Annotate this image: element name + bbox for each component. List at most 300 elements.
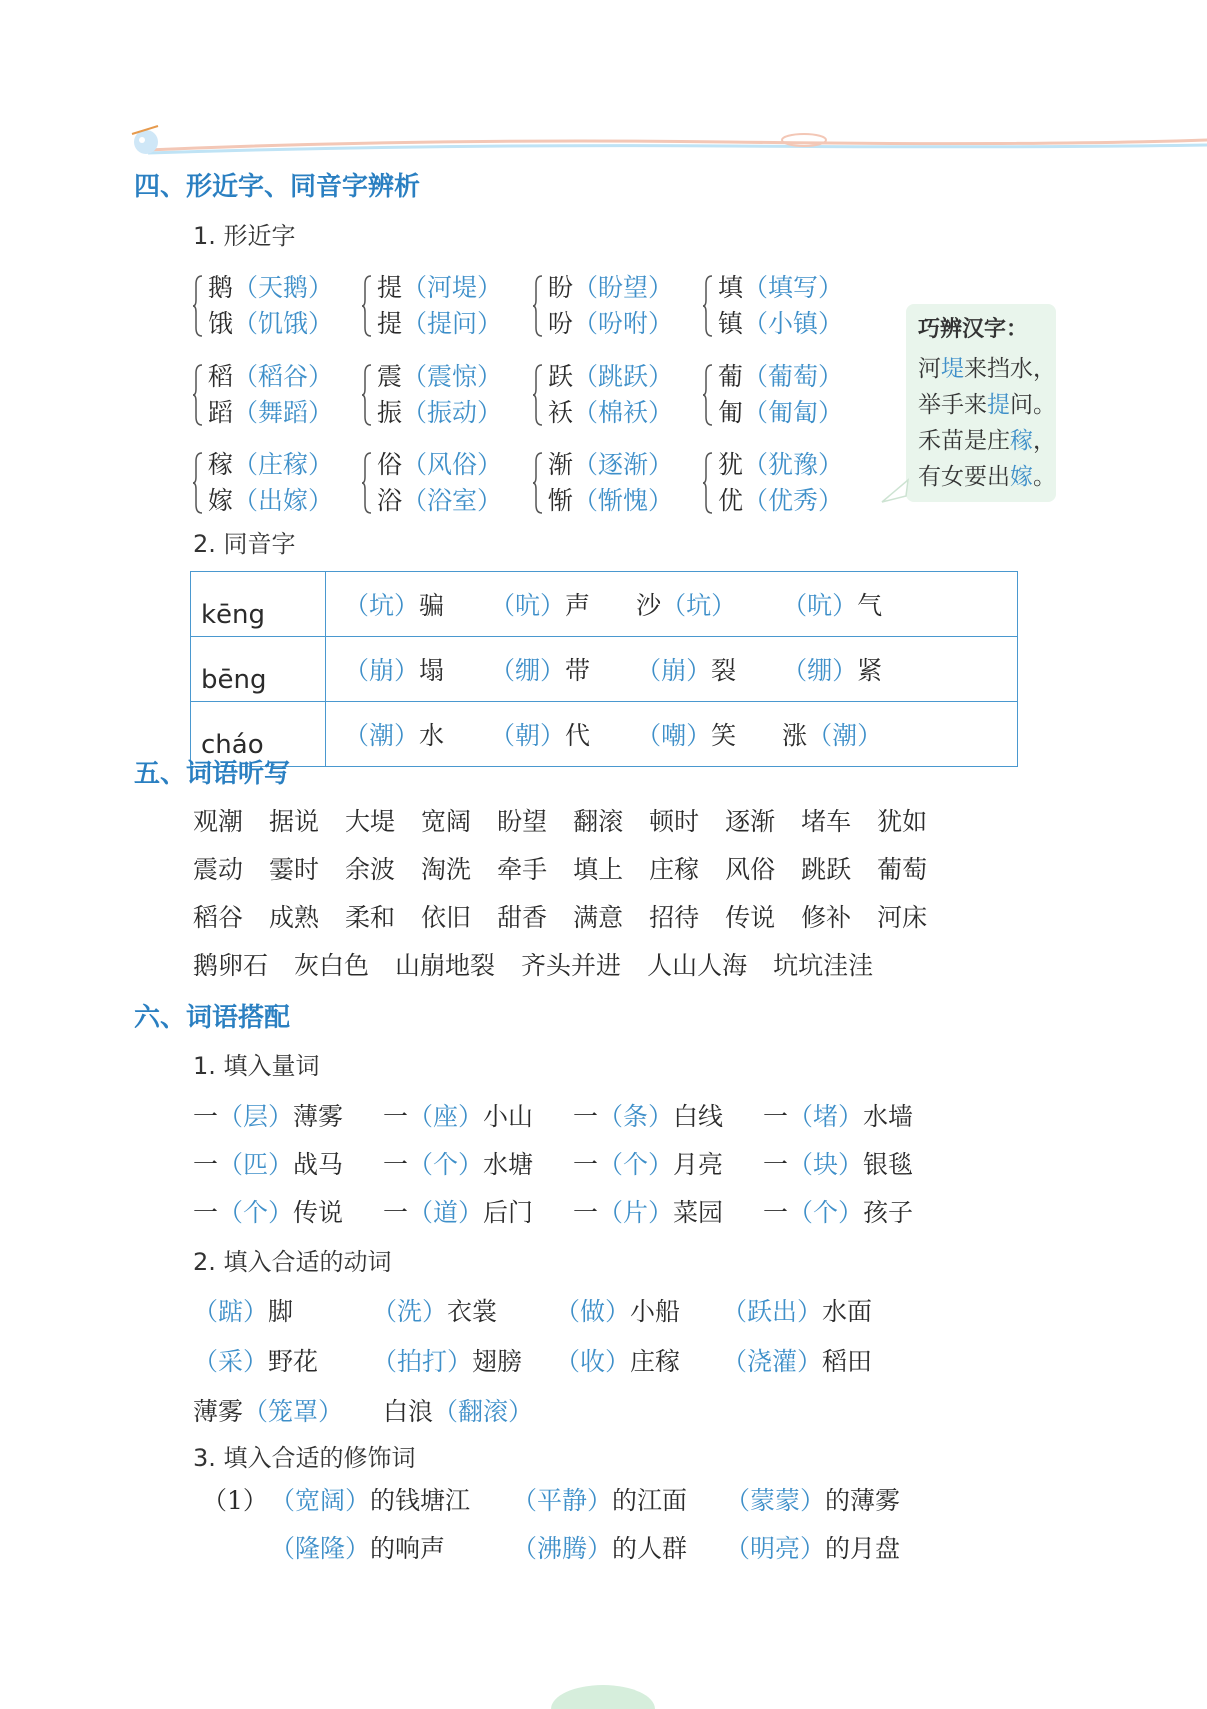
similar-char: 匍	[718, 398, 744, 427]
modifier-item	[270, 1529, 445, 1565]
verb-post: 野花	[268, 1347, 319, 1376]
homophone-answer: （嘲）	[636, 721, 712, 750]
dictation-word: 逐渐	[725, 807, 776, 836]
similar-char: 嫁	[208, 486, 234, 515]
modifier-noun: 的钱塘江	[370, 1486, 471, 1515]
similar-row	[377, 270, 502, 306]
verb-pre: 薄雾	[193, 1397, 244, 1426]
section6-sub2: 2. 填入合适的动词	[193, 1248, 392, 1276]
measure-noun: 传说	[293, 1198, 344, 1227]
similar-word: （天鹅）	[233, 273, 334, 302]
similar-word: （浴室）	[402, 486, 503, 515]
modifier-answer: （平静）	[512, 1486, 613, 1515]
similar-word: （跳跃）	[573, 362, 674, 391]
modifier-answer: （明亮）	[725, 1534, 826, 1563]
similar-row	[377, 359, 502, 395]
tip-title: 巧辨汉字：	[918, 317, 1029, 342]
section4-title: 四、形近字、同音字辨析	[134, 172, 421, 202]
tip-key-char: 提	[987, 392, 1010, 418]
homophone-item	[344, 716, 444, 752]
verb-answer: （做）	[555, 1297, 631, 1326]
similar-row	[718, 270, 843, 306]
homophone-post: 裂	[711, 656, 737, 685]
similar-char: 提	[377, 309, 403, 338]
tip-line	[918, 350, 1056, 383]
dictation-word: 甜香	[497, 903, 548, 932]
similar-char: 稻	[208, 362, 234, 391]
similar-row	[377, 483, 502, 519]
measure-noun: 战马	[293, 1150, 344, 1179]
similar-pair	[548, 270, 673, 342]
measure-item	[573, 1097, 723, 1133]
similar-word: （舞蹈）	[233, 398, 334, 427]
verb-item	[383, 1392, 533, 1428]
homophone-item	[490, 651, 590, 687]
homophone-item	[636, 651, 736, 687]
dictation-word: 招待	[649, 903, 700, 932]
homophone-post: 骗	[419, 591, 445, 620]
measure-noun: 水塘	[483, 1150, 534, 1179]
similar-char: 吩	[548, 309, 574, 338]
brace-icon	[702, 274, 714, 338]
measure-answer: （片）	[598, 1198, 674, 1227]
similar-word: （吩咐）	[573, 309, 674, 338]
verb-answer: （笼罩）	[243, 1397, 344, 1426]
homophone-post: 带	[565, 656, 591, 685]
homophone-item	[636, 586, 736, 622]
tip-text: 举手来	[918, 392, 987, 418]
modifier-answer: （宽阔）	[270, 1486, 371, 1515]
dictation-word: 山崩地裂	[395, 951, 496, 980]
similar-word: （棉袄）	[573, 398, 674, 427]
dictation-word: 灰白色	[294, 951, 370, 980]
homophone-item	[344, 586, 444, 622]
similar-row	[208, 395, 333, 431]
verb-post: 水面	[822, 1297, 873, 1326]
verb-post: 稻田	[822, 1347, 873, 1376]
measure-prefix: 一	[193, 1102, 219, 1131]
homophone-row	[191, 702, 1018, 767]
modifier-item	[725, 1481, 900, 1517]
verb-post: 翅膀	[472, 1347, 523, 1376]
brace-icon	[192, 274, 204, 338]
measure-item	[763, 1145, 913, 1181]
similar-char: 浴	[377, 486, 403, 515]
similar-row	[208, 306, 333, 342]
dictation-word: 齐头并进	[521, 951, 622, 980]
dictation-word: 人山人海	[647, 951, 748, 980]
verb-item	[193, 1292, 293, 1328]
measure-prefix: 一	[193, 1150, 219, 1179]
verb-answer: （采）	[193, 1347, 269, 1376]
similar-row	[208, 447, 333, 483]
homophone-answer: （潮）	[807, 721, 883, 750]
verb-answer: （收）	[555, 1347, 631, 1376]
similar-word: （出嫁）	[233, 486, 334, 515]
measure-answer: （道）	[408, 1198, 484, 1227]
dictation-word: 鹅卵石	[193, 951, 269, 980]
dictation-word: 淘洗	[421, 855, 472, 884]
brace-icon	[361, 274, 373, 338]
similar-char: 渐	[548, 450, 574, 479]
similar-char: 稼	[208, 450, 234, 479]
measure-noun: 孩子	[863, 1198, 914, 1227]
verb-answer: （跃出）	[722, 1297, 823, 1326]
similar-pair	[208, 447, 333, 519]
dictation-word: 大堤	[345, 807, 396, 836]
similar-word: （匍匐）	[743, 398, 844, 427]
measure-answer: （个）	[218, 1198, 294, 1227]
tip-text: 问。	[1010, 392, 1056, 418]
dictation-word: 震动	[193, 855, 244, 884]
similar-pair	[208, 359, 333, 431]
dictation-word: 顿时	[649, 807, 700, 836]
tip-key-char: 堤	[941, 356, 964, 382]
measure-answer: （条）	[598, 1102, 674, 1131]
verb-item	[722, 1292, 872, 1328]
dictation-row	[193, 894, 953, 942]
dictation-word: 葡萄	[877, 855, 928, 884]
measure-prefix: 一	[383, 1198, 409, 1227]
similar-pair	[718, 447, 843, 519]
similar-char: 袄	[548, 398, 574, 427]
homophone-answer: （崩）	[344, 656, 420, 685]
modifier-item	[725, 1529, 900, 1565]
modifier-answer: （隆隆）	[270, 1534, 371, 1563]
homophone-item	[490, 716, 590, 752]
homophone-answer: （坑）	[344, 591, 420, 620]
similar-char: 提	[377, 273, 403, 302]
verb-answer: （浇灌）	[722, 1347, 823, 1376]
homophone-item	[490, 586, 590, 622]
tip-line	[918, 422, 1056, 455]
page-number-decoration	[548, 1682, 658, 1709]
dictation-row	[193, 846, 953, 894]
similar-word: （葡萄）	[743, 362, 844, 391]
homophone-item	[782, 716, 882, 752]
dictation-word: 满意	[573, 903, 624, 932]
brace-icon	[192, 451, 204, 515]
similar-char: 犹	[718, 450, 744, 479]
measure-noun: 白线	[673, 1102, 724, 1131]
dictation-word: 霎时	[269, 855, 320, 884]
similar-char: 鹅	[208, 273, 234, 302]
measure-prefix: 一	[763, 1102, 789, 1131]
measure-prefix: 一	[573, 1150, 599, 1179]
tip-line	[918, 458, 1056, 491]
similar-word: （填写）	[743, 273, 844, 302]
dictation-row	[193, 942, 953, 990]
similar-row	[377, 306, 502, 342]
tip-text: 河	[918, 356, 941, 382]
dictation-word: 犹如	[877, 807, 928, 836]
dictation-word: 堵车	[801, 807, 852, 836]
modifier-item	[270, 1481, 470, 1517]
dictation-word: 修补	[801, 903, 852, 932]
homophone-answer: （潮）	[344, 721, 420, 750]
dictation-word: 成熟	[269, 903, 320, 932]
verb-answer: （洗）	[372, 1297, 448, 1326]
homophone-post: 水	[419, 721, 445, 750]
similar-pair	[377, 359, 502, 431]
homophone-answer: （吭）	[782, 591, 858, 620]
measure-item	[383, 1097, 533, 1133]
similar-char: 优	[718, 486, 744, 515]
homophone-items	[326, 572, 1018, 637]
similar-word: （小镇）	[743, 309, 844, 338]
homophone-pinyin: kēng	[191, 572, 326, 637]
similar-word: （惭愧）	[573, 486, 674, 515]
homophone-items	[326, 702, 1018, 767]
tip-key-char: 嫁	[1010, 464, 1033, 490]
similar-row	[208, 359, 333, 395]
dictation-word: 余波	[345, 855, 396, 884]
homophone-post: 紧	[857, 656, 883, 685]
similar-row	[208, 483, 333, 519]
similar-pair	[548, 359, 673, 431]
modifier-noun: 的响声	[370, 1534, 446, 1563]
measure-prefix: 一	[573, 1198, 599, 1227]
measure-answer: （匹）	[218, 1150, 294, 1179]
header-decoration	[128, 120, 1207, 160]
measure-prefix: 一	[383, 1102, 409, 1131]
homophone-row	[191, 637, 1018, 702]
measure-item	[573, 1193, 723, 1229]
section4-sub1: 1. 形近字	[193, 222, 296, 250]
tip-tail-icon	[880, 478, 910, 506]
homophone-pre: 沙	[636, 591, 662, 620]
verb-pre: 白浪	[383, 1397, 434, 1426]
homophone-answer: （绷）	[490, 656, 566, 685]
homophone-item	[782, 586, 882, 622]
measure-item	[383, 1145, 533, 1181]
verb-item	[555, 1342, 680, 1378]
verb-post: 小船	[630, 1297, 681, 1326]
similar-word: （饥饿）	[233, 309, 334, 338]
similar-word: （震惊）	[402, 362, 503, 391]
verb-answer: （拍打）	[372, 1347, 473, 1376]
homophone-answer: （坑）	[661, 591, 737, 620]
similar-row	[718, 306, 843, 342]
measure-item	[383, 1193, 533, 1229]
tip-text: ，	[1033, 428, 1056, 454]
homophone-item	[782, 651, 882, 687]
measure-item	[763, 1097, 913, 1133]
tip-text: 。	[1033, 464, 1056, 490]
similar-row	[548, 359, 673, 395]
homophone-post: 笑	[711, 721, 737, 750]
verb-item	[193, 1392, 343, 1428]
brace-icon	[702, 363, 714, 427]
homophone-post: 代	[565, 721, 591, 750]
measure-prefix: 一	[763, 1198, 789, 1227]
brace-icon	[532, 451, 544, 515]
similar-char: 填	[718, 273, 744, 302]
similar-row	[377, 395, 502, 431]
similar-char: 饿	[208, 309, 234, 338]
dictation-word: 宽阔	[421, 807, 472, 836]
dictation-words	[193, 798, 953, 990]
measure-prefix: 一	[383, 1150, 409, 1179]
verb-item	[372, 1292, 497, 1328]
tip-text: 有女要出	[918, 464, 1010, 490]
dictation-word: 传说	[725, 903, 776, 932]
similar-row	[718, 395, 843, 431]
modifier-number: （1）	[202, 1486, 268, 1515]
measure-answer: （个）	[408, 1150, 484, 1179]
measure-prefix: 一	[573, 1102, 599, 1131]
verb-post: 脚	[268, 1297, 294, 1326]
dictation-word: 跳跃	[801, 855, 852, 884]
brace-icon	[532, 363, 544, 427]
similar-row	[208, 270, 333, 306]
similar-row	[548, 270, 673, 306]
brace-icon	[192, 363, 204, 427]
section4-sub2: 2. 同音字	[193, 530, 296, 558]
modifier-item	[512, 1529, 687, 1565]
dictation-word: 稻谷	[193, 903, 244, 932]
measure-noun: 后门	[483, 1198, 534, 1227]
homophone-answer: （崩）	[636, 656, 712, 685]
similar-word: （犹豫）	[743, 450, 844, 479]
measure-prefix: 一	[763, 1150, 789, 1179]
measure-noun: 薄雾	[293, 1102, 344, 1131]
modifier-noun: 的人群	[612, 1534, 688, 1563]
similar-pair	[718, 270, 843, 342]
measure-answer: （层）	[218, 1102, 294, 1131]
measure-noun: 银毯	[863, 1150, 914, 1179]
modifier-noun: 的薄雾	[825, 1486, 901, 1515]
homophone-item	[344, 651, 444, 687]
measure-item	[193, 1145, 343, 1181]
dictation-word: 坑坑洼洼	[773, 951, 874, 980]
measure-item	[763, 1193, 913, 1229]
similar-word: （稻谷）	[233, 362, 334, 391]
similar-char: 蹈	[208, 398, 234, 427]
tip-key-char: 稼	[1010, 428, 1033, 454]
similar-char: 俗	[377, 450, 403, 479]
similar-char: 盼	[548, 273, 574, 302]
verb-answer: （踮）	[193, 1297, 269, 1326]
homophone-answer: （吭）	[490, 591, 566, 620]
mascot-icon	[132, 126, 158, 154]
brace-icon	[702, 451, 714, 515]
measure-noun: 小山	[483, 1102, 534, 1131]
dictation-word: 庄稼	[649, 855, 700, 884]
measure-answer: （个）	[788, 1198, 864, 1227]
dictation-word: 柔和	[345, 903, 396, 932]
similar-pair	[208, 270, 333, 342]
brace-icon	[361, 363, 373, 427]
similar-pair	[718, 359, 843, 431]
modifier-noun: 的江面	[612, 1486, 688, 1515]
dictation-row	[193, 798, 953, 846]
similar-char: 振	[377, 398, 403, 427]
section6-sub3: 3. 填入合适的修饰词	[193, 1444, 416, 1472]
brace-icon	[532, 274, 544, 338]
similar-char: 惭	[548, 486, 574, 515]
homophone-pinyin: cháo	[191, 702, 326, 767]
measure-noun: 月亮	[673, 1150, 724, 1179]
measure-prefix: 一	[193, 1198, 219, 1227]
tip-text: 来挡水，	[964, 356, 1056, 382]
homophone-answer: （朝）	[490, 721, 566, 750]
measure-noun: 水墙	[863, 1102, 914, 1131]
similar-pair	[548, 447, 673, 519]
verb-item	[722, 1342, 872, 1378]
modifier-answer: （沸腾）	[512, 1534, 613, 1563]
similar-row	[548, 395, 673, 431]
similar-row	[548, 483, 673, 519]
section5-title: 五、词语听写	[134, 759, 291, 789]
dictation-word: 填上	[573, 855, 624, 884]
verb-post: 衣裳	[447, 1297, 498, 1326]
similar-row	[548, 447, 673, 483]
similar-row	[377, 447, 502, 483]
measure-answer: （堵）	[788, 1102, 864, 1131]
homophone-post: 气	[857, 591, 883, 620]
similar-pair	[377, 447, 502, 519]
similar-word: （庄稼）	[233, 450, 334, 479]
dictation-word: 观潮	[193, 807, 244, 836]
section6-sub1: 1. 填入量词	[193, 1052, 320, 1080]
measure-item	[193, 1193, 343, 1229]
homophone-pre: 涨	[782, 721, 808, 750]
similar-row	[548, 306, 673, 342]
tip-line	[918, 386, 1056, 419]
homophone-post: 声	[565, 591, 591, 620]
similar-word: （河堤）	[402, 273, 503, 302]
verb-item	[555, 1292, 680, 1328]
similar-char: 葡	[718, 362, 744, 391]
brace-icon	[361, 451, 373, 515]
dictation-word: 牵手	[497, 855, 548, 884]
measure-item	[193, 1097, 343, 1133]
similar-word: （盼望）	[573, 273, 674, 302]
measure-answer: （座）	[408, 1102, 484, 1131]
dictation-word: 依旧	[421, 903, 472, 932]
similar-row	[718, 359, 843, 395]
dictation-word: 据说	[269, 807, 320, 836]
tip-text: 禾苗是庄	[918, 428, 1010, 454]
similar-word: （风俗）	[402, 450, 503, 479]
similar-char: 跃	[548, 362, 574, 391]
modifier-item	[512, 1481, 687, 1517]
similar-word: （提问）	[402, 309, 503, 338]
verb-item	[193, 1342, 318, 1378]
homophone-answer: （绷）	[782, 656, 858, 685]
measure-answer: （个）	[598, 1150, 674, 1179]
measure-item	[573, 1145, 723, 1181]
dictation-word: 风俗	[725, 855, 776, 884]
similar-word: （逐渐）	[573, 450, 674, 479]
homophone-item	[636, 716, 736, 752]
dictation-word: 盼望	[497, 807, 548, 836]
similar-word: （振动）	[402, 398, 503, 427]
similar-char: 震	[377, 362, 403, 391]
similar-row	[718, 447, 843, 483]
similar-char: 镇	[718, 309, 744, 338]
measure-noun: 菜园	[673, 1198, 724, 1227]
verb-answer: （翻滚）	[433, 1397, 534, 1426]
similar-word: （优秀）	[743, 486, 844, 515]
homophone-items	[326, 637, 1018, 702]
dictation-word: 河床	[877, 903, 928, 932]
section6-title: 六、词语搭配	[134, 1003, 291, 1033]
homophone-post: 塌	[419, 656, 445, 685]
verb-item	[372, 1342, 522, 1378]
similar-pair	[377, 270, 502, 342]
